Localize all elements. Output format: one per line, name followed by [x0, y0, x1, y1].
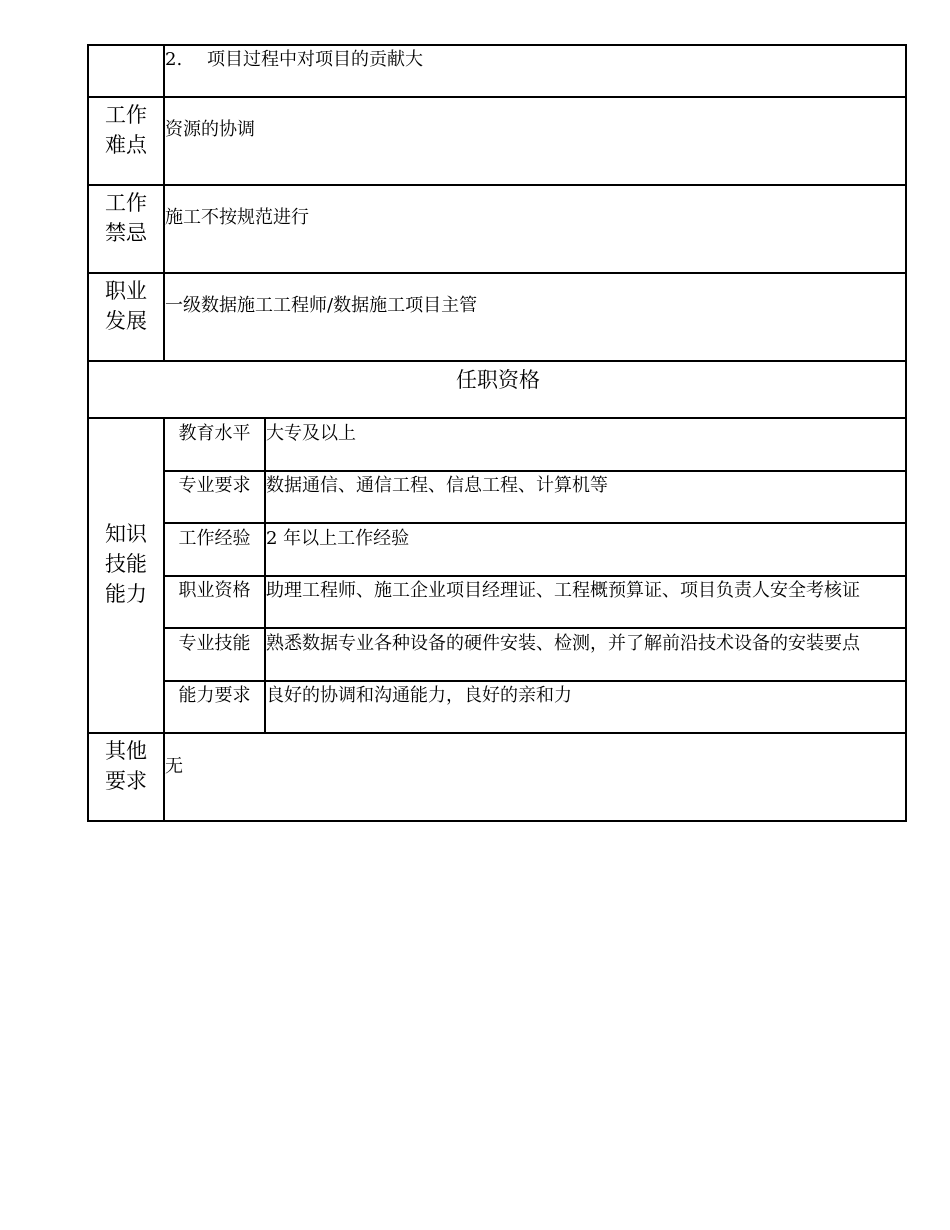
row-divider: [88, 732, 907, 734]
qualification-name: 教育水平: [178, 423, 251, 444]
list-item-text: 项目过程中对项目的贡献大: [207, 49, 423, 70]
row-value-work-difficulty: 资源的协调: [165, 119, 255, 140]
qualification-value: 熟悉数据专业各种设备的硬件安装、检测，并了解前沿技术设备的安装要点: [266, 633, 860, 654]
row-divider: [88, 96, 907, 98]
qualification-name: 工作经验: [178, 528, 251, 549]
row-value-work-taboo: 施工不按规范进行: [165, 207, 309, 228]
row-divider: [88, 417, 907, 419]
sub-row-divider: [164, 575, 907, 577]
sub-row-divider: [164, 627, 907, 629]
qualification-value: 大专及以上: [266, 423, 356, 444]
row-divider: [88, 360, 907, 362]
row-value-career-development: 一级数据施工工程师/数据施工项目主管: [165, 295, 478, 316]
list-item-number: 2.: [165, 49, 183, 70]
qualification-name: 专业要求: [178, 475, 251, 496]
row-label-knowledge-skills: 知识 技能 能力: [105, 522, 147, 606]
row-divider: [88, 184, 907, 186]
table-border-bottom: [88, 820, 907, 822]
qualification-name: 专业技能: [178, 633, 251, 654]
row-label-work-taboo: 工作 禁忌: [105, 191, 147, 245]
row-label-career-development: 职业 发展: [105, 279, 147, 333]
qualification-name: 职业资格: [178, 580, 251, 601]
qualification-name: 能力要求: [178, 685, 251, 706]
row-divider: [88, 272, 907, 274]
qualification-value: 助理工程师、施工企业项目经理证、工程概预算证、项目负责人安全考核证: [266, 580, 860, 601]
qualification-value: 良好的协调和沟通能力，良好的亲和力: [266, 685, 572, 706]
row-value-other-requirements: 无: [165, 756, 183, 777]
row-label-work-difficulty: 工作 难点: [105, 103, 147, 157]
row-label-other-requirements: 其他 要求: [105, 739, 147, 793]
sub-row-divider: [164, 680, 907, 682]
table-border-left: [87, 44, 89, 822]
table-border-top: [88, 44, 907, 46]
sub-row-divider: [164, 522, 907, 524]
table-border-right: [905, 44, 907, 822]
sub-row-divider: [164, 470, 907, 472]
qualification-value: 数据通信、通信工程、信息工程、计算机等: [266, 475, 608, 496]
section-title-qualifications: 任职资格: [456, 368, 540, 392]
qualification-value: 2 年以上工作经验: [266, 528, 410, 549]
